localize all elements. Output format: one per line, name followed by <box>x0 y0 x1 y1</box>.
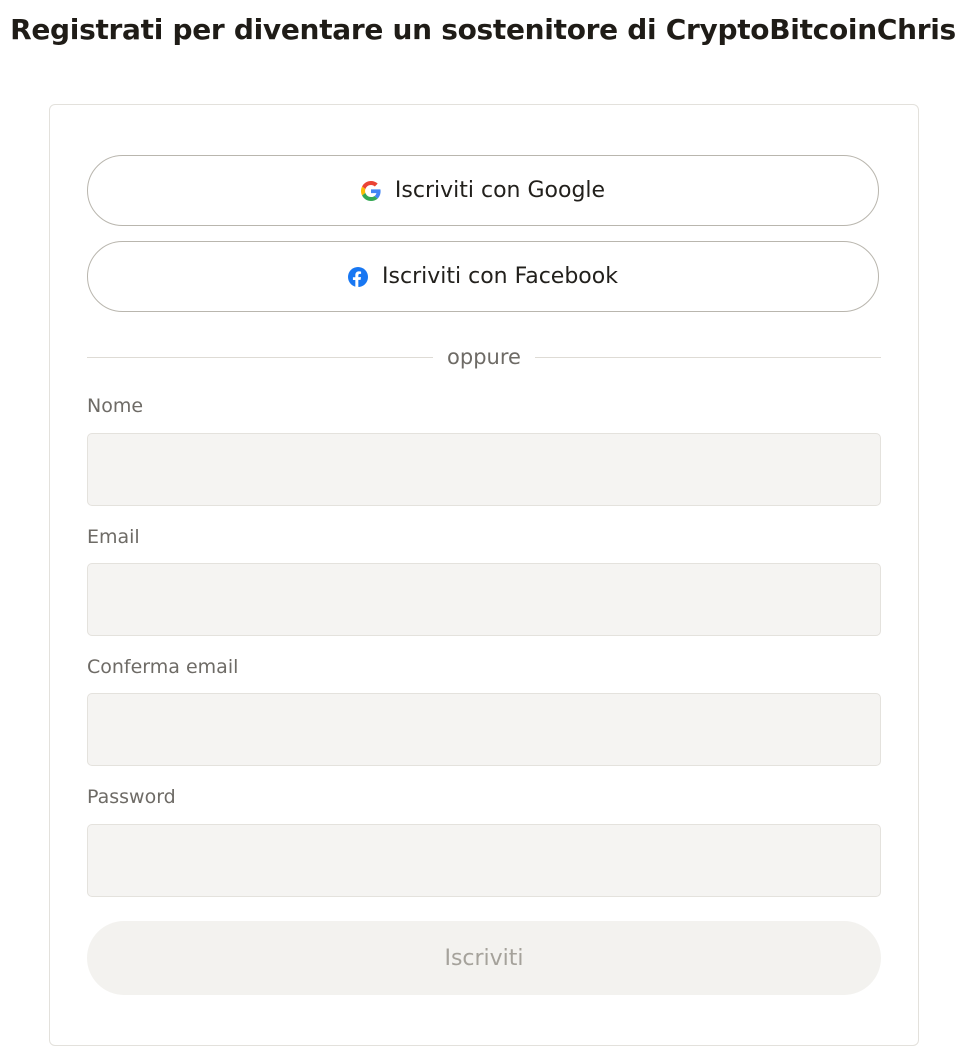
facebook-icon <box>348 267 368 287</box>
confirm-email-label: Conferma email <box>87 656 239 678</box>
google-icon <box>361 181 381 201</box>
facebook-signup-label: Iscriviti con Facebook <box>382 264 618 289</box>
signup-card <box>49 104 919 1046</box>
password-label: Password <box>87 786 176 808</box>
password-input[interactable] <box>87 824 881 897</box>
or-divider <box>87 343 881 371</box>
google-signup-button[interactable] <box>87 155 879 226</box>
google-signup-label: Iscriviti con Google <box>394 178 606 203</box>
email-input[interactable] <box>87 563 881 636</box>
page-title: Registrati per diventare un sostenitore di CryptoBitcoinChris <box>10 13 956 46</box>
name-input[interactable] <box>87 433 881 506</box>
signup-submit-button[interactable] <box>87 921 881 995</box>
facebook-signup-button[interactable] <box>87 241 879 312</box>
confirm-email-input[interactable] <box>87 693 881 766</box>
divider-text: oppure <box>447 345 521 369</box>
name-label: Nome <box>87 395 144 417</box>
divider-line-right <box>535 357 881 358</box>
email-label: Email <box>87 526 140 548</box>
divider-line-left <box>87 357 433 358</box>
signup-submit-label: Iscriviti <box>444 945 524 971</box>
